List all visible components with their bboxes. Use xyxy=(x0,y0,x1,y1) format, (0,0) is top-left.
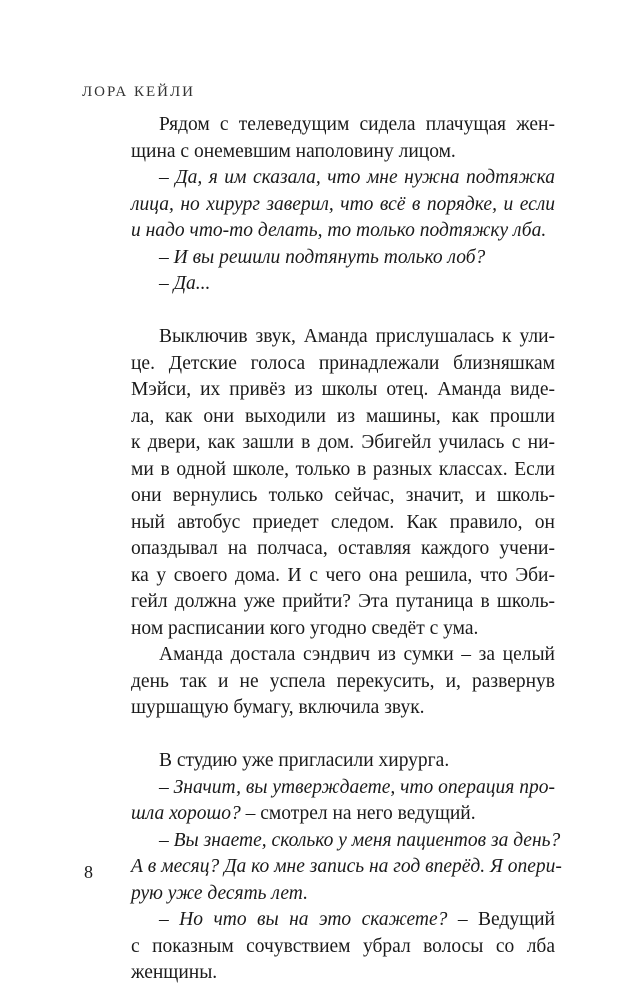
text-line: шуршащую бумагу, включила звук. xyxy=(131,697,425,718)
text-span: – Но что вы на это скажете? xyxy=(159,909,448,930)
text-line: ла, как они выходили из машины, как прошли xyxy=(131,405,555,427)
text-line: Выключив звук, Аманда прислушалась к ули- xyxy=(159,326,555,347)
text-line xyxy=(131,775,555,802)
text-line: – Вы знаете, сколько у меня пациентов за день? xyxy=(159,829,561,851)
text-line: день так и не успела перекусить, и, развернув xyxy=(131,670,555,692)
text-span: – Значит, вы утверждаете, что операция про- xyxy=(159,776,555,798)
text-line: они вернулись только сейчас, значит, и школь- xyxy=(131,485,555,506)
text-line: Аманда достала сэндвич из сумки – за целый xyxy=(159,644,555,665)
text-line: лица, но хирург заверил, что всё в порядке, и если xyxy=(131,193,555,215)
text-span: шла хорошо? xyxy=(131,803,241,824)
text-span: – Ведущий xyxy=(447,909,555,930)
text-line: це. Детские голоса принадлежали близняшкам xyxy=(131,352,555,374)
text-line: к двери, как зашли в дом. Эбигейл училась с ни- xyxy=(131,432,555,453)
text-line: – И вы решили подтянуть только лоб? xyxy=(159,246,486,268)
text-line: – Да... xyxy=(159,273,211,294)
text-line: – Да, я им сказала, что мне нужна подтяжка xyxy=(159,167,555,188)
text-line: А в месяц? Да ко мне запись на год вперёд. Я опери- xyxy=(131,856,562,877)
running-head: ЛОРА КЕЙЛИ xyxy=(82,84,196,100)
text-line: рую уже десять лет. xyxy=(131,882,308,904)
text-line: В студию уже пригласили хирурга. xyxy=(159,750,450,771)
text-line: ный автобус приедет следом. Как правило, он xyxy=(131,511,555,533)
text-line: опаздывал на полчаса, оставляя каждого учени- xyxy=(131,538,555,559)
text-line: гейл должна уже прийти? Эта путаница в школь- xyxy=(131,591,555,612)
text-line: с показным сочувствием убрал волосы со лба xyxy=(131,935,555,957)
text-line: ном расписании кого угодно сведёт с ума. xyxy=(131,617,479,639)
text-span: – смотрел на него ведущий. xyxy=(240,803,476,824)
text-line xyxy=(131,907,555,934)
text-line xyxy=(131,801,555,828)
text-line: женщины. xyxy=(131,962,218,983)
text-line: ми в одной школе, только в разных классах. Если xyxy=(131,458,555,480)
blank-line xyxy=(131,722,555,749)
text-line: и надо что-то делать, то только подтяжку лба. xyxy=(131,220,547,241)
text-line: щина с онемевшим наполовину лицом. xyxy=(131,140,456,162)
text-line: Рядом с телеведущим сидела плачущая жен- xyxy=(159,114,555,135)
blank-line xyxy=(131,298,555,325)
body-text xyxy=(131,112,562,987)
text-line: Мэйси, их привёз из школы отец. Аманда виде- xyxy=(131,379,555,400)
text-line: ка у своего дома. И с чего она решила, что Эби- xyxy=(131,564,555,586)
page-number: 8 xyxy=(84,862,93,882)
